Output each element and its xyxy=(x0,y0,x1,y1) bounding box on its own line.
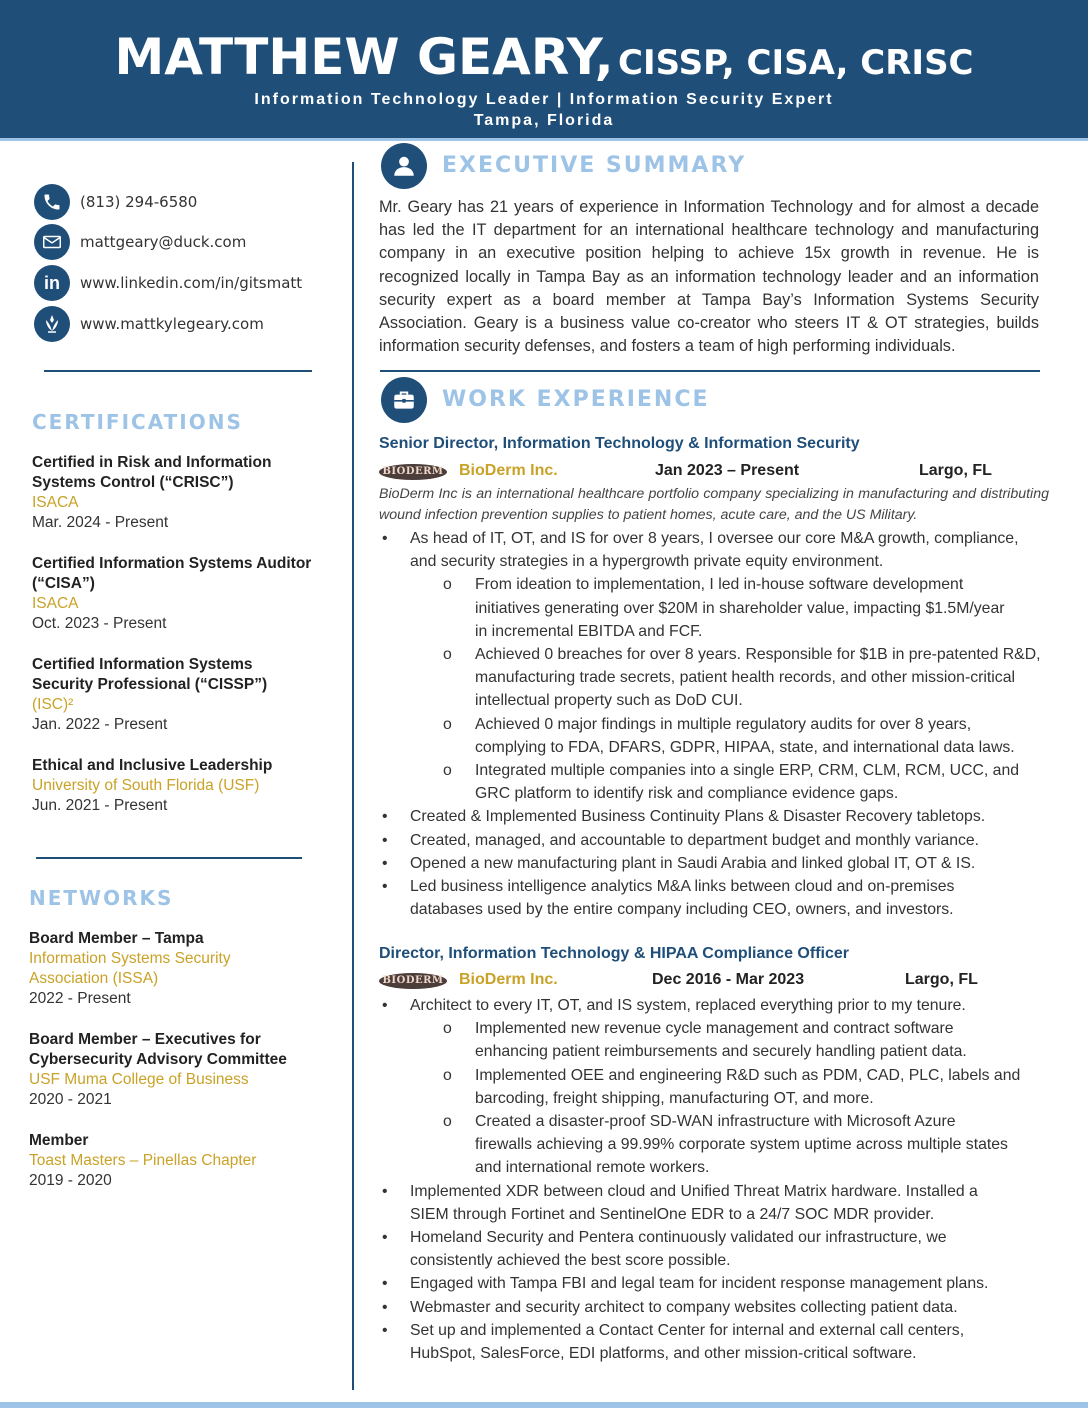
network-item xyxy=(29,1131,329,1191)
list-item: • Webmaster and security architect to company websites collecting patient data. xyxy=(379,1296,1049,1319)
list-item: • Engaged with Tampa FBI and legal team for incident response management plans. xyxy=(379,1272,1049,1295)
resume-header xyxy=(0,0,1088,138)
tagline: Information Technology Leader | Information Security Expert xyxy=(254,91,834,108)
network-date: 2019 - 2020 xyxy=(29,1172,112,1189)
network-org: Toast Masters – Pinellas Chapter xyxy=(29,1152,257,1169)
list-item: o From ideation to implementation, I led in-house software development initiatives generating over $20M in shareholder value, impacting $1.5M/year in incremental EBITDA and FCF. xyxy=(379,573,1049,643)
envelope-icon xyxy=(34,224,70,260)
experience-heading: WORK EXPERIENCE xyxy=(442,387,710,412)
list-item: • Created, managed, and accountable to department budget and monthly variance. xyxy=(379,829,1049,852)
list-item: o Created a disaster-proof SD-WAN infrastructure with Microsoft Azure firewalls achieving a 99.99% corporate system uptime across multiple states and international remote workers. xyxy=(379,1110,1049,1180)
main-divider xyxy=(380,370,1040,372)
column-divider xyxy=(352,162,354,1390)
cert-title: Certified in Risk and Information Systems Control (“CRISC”) xyxy=(32,454,272,491)
list-item: o Implemented new revenue cycle management and contract software enhancing patient reimbursements and securely handling patient data. xyxy=(379,1017,1049,1063)
job-bullets xyxy=(379,527,1049,921)
company-name: BioDerm Inc. xyxy=(459,462,558,479)
job-title: Director, Information Technology & HIPAA Compliance Officer xyxy=(379,945,849,962)
person-icon xyxy=(381,143,427,189)
footer-divider xyxy=(0,1402,1088,1408)
job-title: Senior Director, Information Technology & Information Security xyxy=(379,435,860,452)
contact-email[interactable] xyxy=(34,224,246,260)
list-item: o Achieved 0 major findings in multiple regulatory audits for over 8 years, complying to FDA, DFARS, GDPR, HIPAA, state, and international data laws. xyxy=(379,713,1049,759)
candidate-name: MATTHEW GEARY, xyxy=(114,28,614,86)
certifications-heading: CERTIFICATIONS xyxy=(32,410,243,434)
job-dates: Dec 2016 - Mar 2023 xyxy=(652,971,805,988)
contact-website[interactable] xyxy=(34,306,264,342)
phone-text: (813) 294-6580 xyxy=(80,193,198,211)
summary-text: Mr. Geary has 21 years of experience in Information Technology and for almost a decade has led the IT department for an international healthcare technology and manufacturing company in an executive position helping to achieve 15x growth in revenue. He is recognized locally in Tampa Bay as an information technology leader and an information security expert as a board member at Tampa Bay’s Information Systems Security Association. Geary is a business value co-creator who steers IT & OT strategies, builds information security defenses, and fosters a team of high performing individuals. xyxy=(379,198,1039,356)
location: Tampa, Florida xyxy=(473,112,615,129)
job-dates: Jan 2023 – Present xyxy=(655,462,800,479)
job-meta xyxy=(379,462,1049,484)
cert-org: ISACA xyxy=(32,494,79,511)
job-location: Largo, FL xyxy=(919,462,992,479)
cert-item xyxy=(32,554,332,634)
cert-date: Mar. 2024 - Present xyxy=(32,514,169,531)
job-bullets xyxy=(379,994,1049,1365)
network-title: Member xyxy=(29,1132,89,1149)
phone-icon xyxy=(34,184,70,220)
list-item: o Achieved 0 breaches for over 8 years. Responsible for $1B in pre-patented R&D, manufacturing trade secrets, patient health records, and other mission-critical intellectual property such as DoD CUI. xyxy=(379,643,1049,713)
network-org: Information Systems Security Association (ISSA) xyxy=(29,950,231,987)
linkedin-link[interactable]: www.linkedin.com/in/gitsmatt xyxy=(80,274,303,292)
company-logo: BIODERM xyxy=(379,464,447,480)
cert-title: Ethical and Inclusive Leadership xyxy=(32,757,273,774)
briefcase-icon xyxy=(381,377,427,423)
cert-item xyxy=(32,453,332,533)
cert-date: Oct. 2023 - Present xyxy=(32,615,167,632)
header-divider xyxy=(0,138,1088,141)
cert-org: ISACA xyxy=(32,595,79,612)
cert-org: University of South Florida (USF) xyxy=(32,777,260,794)
contact-phone xyxy=(34,184,197,220)
cert-item xyxy=(32,655,292,735)
company-description: BioDerm Inc is an international healthcare portfolio company specializing in manufacturing and distributing wound infection prevention supplies to patient homes, acute care, and the US Military. xyxy=(379,486,1049,523)
list-item: • As head of IT, OT, and IS for over 8 years, I oversee our core M&A growth, compliance, and security strategies in a hypergrowth private equity environment. xyxy=(379,527,1049,573)
list-item: • Homeland Security and Pentera continuously validated our infrastructure, we consistently achieved the best score possible. xyxy=(379,1226,1049,1272)
website-link[interactable]: www.mattkylegeary.com xyxy=(80,315,264,333)
sidebar-divider xyxy=(36,857,302,859)
list-item: • Architect to every IT, OT, and IS system, replaced everything prior to my tenure. xyxy=(379,994,1049,1017)
list-item: • Implemented XDR between cloud and Unified Threat Matrix hardware. Installed a SIEM through Fortinet and SentinelOne EDR to a 24/7 SOC MDR provider. xyxy=(379,1180,1049,1226)
job-meta xyxy=(379,971,1049,993)
name-line xyxy=(0,28,1088,86)
list-item: o Integrated multiple companies into a single ERP, CRM, CLM, RCM, UCC, and GRC platform to identify risk and compliance evidence gaps. xyxy=(379,759,1049,805)
job-location: Largo, FL xyxy=(905,971,978,988)
candidate-credentials: CISSP, CISA, CRISC xyxy=(618,43,974,83)
company-name: BioDerm Inc. xyxy=(459,971,558,988)
email-link[interactable]: mattgeary@duck.com xyxy=(80,233,247,251)
network-item xyxy=(29,1030,299,1110)
company-logo: BIODERM xyxy=(379,973,447,989)
cert-org: (ISC)² xyxy=(32,696,74,713)
list-item: • Created & Implemented Business Continuity Plans & Disaster Recovery tabletops. xyxy=(379,805,1049,828)
network-org: USF Muma College of Business xyxy=(29,1071,249,1088)
list-item: • Set up and implemented a Contact Center for internal and external call centers, HubSpot, SalesForce, EDI platforms, and other mission-critical software. xyxy=(379,1319,1049,1365)
network-title: Board Member – Executives for Cybersecurity Advisory Committee xyxy=(29,1031,287,1068)
sidebar-divider xyxy=(44,370,312,372)
linkedin-icon: in xyxy=(34,265,70,301)
summary-heading: EXECUTIVE SUMMARY xyxy=(442,153,747,178)
cert-date: Jan. 2022 - Present xyxy=(32,716,168,733)
networks-heading: NETWORKS xyxy=(29,886,174,910)
cert-title: Certified Information Systems Security Professional (“CISSP”) xyxy=(32,656,268,693)
contact-linkedin[interactable] xyxy=(34,265,302,301)
list-item: • Opened a new manufacturing plant in Saudi Arabia and linked global IT, OT & IS. xyxy=(379,852,1049,875)
network-title: Board Member – Tampa xyxy=(29,930,204,947)
cert-item xyxy=(32,756,332,816)
list-item: • Led business intelligence analytics M&A links between cloud and on-premises databases used by the entire company including CEO, owners, and investors. xyxy=(379,875,1049,921)
network-item xyxy=(29,929,269,1009)
network-date: 2022 - Present xyxy=(29,990,131,1007)
cert-title: Certified Information Systems Auditor (“CISA”) xyxy=(32,555,312,592)
network-date: 2020 - 2021 xyxy=(29,1091,112,1108)
cert-date: Jun. 2021 - Present xyxy=(32,797,168,814)
list-item: o Implemented OEE and engineering R&D such as PDM, CAD, PLC, labels and barcoding, freight shipping, manufacturing OT, and more. xyxy=(379,1064,1049,1110)
laurel-icon xyxy=(34,306,70,342)
